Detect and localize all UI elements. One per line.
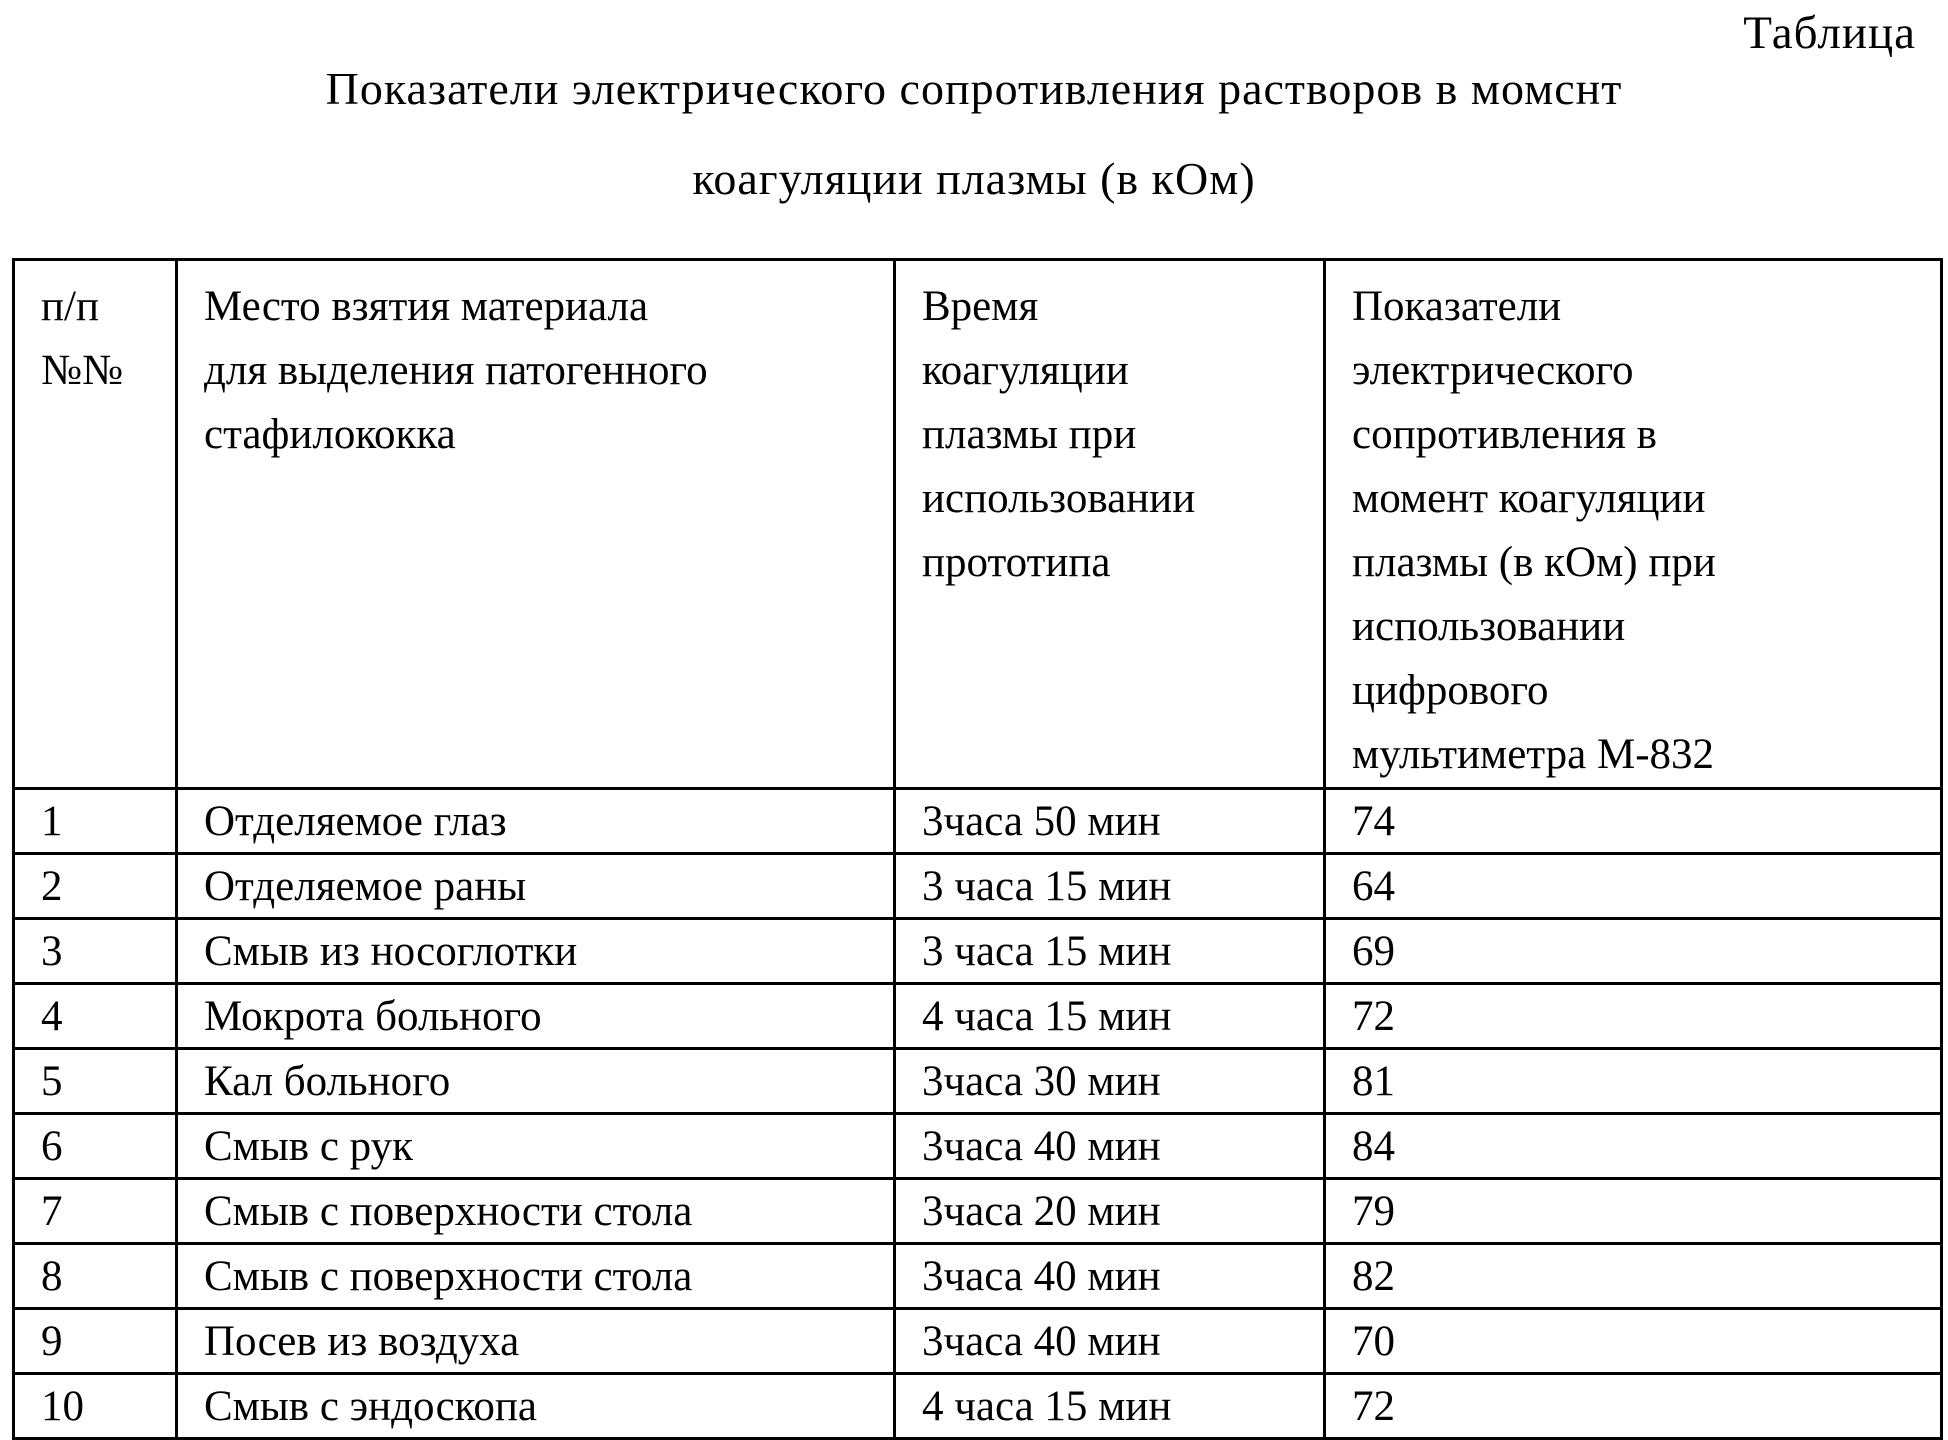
table-row bbox=[14, 919, 1942, 984]
table-row bbox=[14, 1244, 1942, 1309]
table-row bbox=[14, 1179, 1942, 1244]
time-cell: 3часа 30 мин bbox=[895, 1049, 1325, 1114]
place-cell: Смыв из носоглотки bbox=[177, 919, 895, 984]
value-cell: 64 bbox=[1325, 854, 1942, 919]
value-cell: 69 bbox=[1325, 919, 1942, 984]
time-cell: 3часа 20 мин bbox=[895, 1179, 1325, 1244]
table-row bbox=[14, 1114, 1942, 1179]
row-num-cell: 4 bbox=[14, 984, 177, 1049]
value-cell: 81 bbox=[1325, 1049, 1942, 1114]
place-cell: Смыв с рук bbox=[177, 1114, 895, 1179]
place-cell: Отделяемое глаз bbox=[177, 789, 895, 854]
time-cell: 3 часа 15 мин bbox=[895, 919, 1325, 984]
table-header-row bbox=[14, 260, 1942, 789]
table-row bbox=[14, 789, 1942, 854]
place-cell: Посев из воздуха bbox=[177, 1309, 895, 1374]
place-cell: Смыв с поверхности стола bbox=[177, 1179, 895, 1244]
value-cell: 72 bbox=[1325, 984, 1942, 1049]
time-cell: 3часа 50 мин bbox=[895, 789, 1325, 854]
row-num-cell: 2 bbox=[14, 854, 177, 919]
place-cell: Кал больного bbox=[177, 1049, 895, 1114]
header-time: Время коагуляции плазмы при использовании прототипа bbox=[895, 260, 1325, 789]
place-cell: Смыв с эндоскопа bbox=[177, 1374, 895, 1439]
row-num-cell: 10 bbox=[14, 1374, 177, 1439]
row-num-cell: 7 bbox=[14, 1179, 177, 1244]
value-cell: 79 bbox=[1325, 1179, 1942, 1244]
table-corner-label: Таблица bbox=[1743, 7, 1916, 59]
row-num-cell: 6 bbox=[14, 1114, 177, 1179]
row-num-cell: 5 bbox=[14, 1049, 177, 1114]
table-row bbox=[14, 1309, 1942, 1374]
row-num-cell: 8 bbox=[14, 1244, 177, 1309]
value-cell: 84 bbox=[1325, 1114, 1942, 1179]
header-place: Место взятия материала для выделения патогенного стафилококка bbox=[177, 260, 895, 789]
time-cell: 3часа 40 мин bbox=[895, 1309, 1325, 1374]
title-line-1: Показатели электрического сопротивления растворов в момснт bbox=[325, 63, 1623, 114]
title-line-2: коагуляции плазмы (в кОм) bbox=[692, 153, 1256, 204]
value-cell: 74 bbox=[1325, 789, 1942, 854]
row-num-cell: 1 bbox=[14, 789, 177, 854]
value-cell: 72 bbox=[1325, 1374, 1942, 1439]
table-row bbox=[14, 1374, 1942, 1439]
time-cell: 3часа 40 мин bbox=[895, 1114, 1325, 1179]
place-cell: Отделяемое раны bbox=[177, 854, 895, 919]
time-cell: 4 часа 15 мин bbox=[895, 1374, 1325, 1439]
row-num-cell: 3 bbox=[14, 919, 177, 984]
header-num: п/п №№ bbox=[14, 260, 177, 789]
value-cell: 82 bbox=[1325, 1244, 1942, 1309]
table-row bbox=[14, 984, 1942, 1049]
time-cell: 3 часа 15 мин bbox=[895, 854, 1325, 919]
value-cell: 70 bbox=[1325, 1309, 1942, 1374]
time-cell: 3часа 40 мин bbox=[895, 1244, 1325, 1309]
resistance-table bbox=[12, 258, 1943, 1440]
time-cell: 4 часа 15 мин bbox=[895, 984, 1325, 1049]
place-cell: Мокрота больного bbox=[177, 984, 895, 1049]
header-value: Показатели электрического сопротивления в момент коагуляции плазмы (в кОм) при использовании цифрового мультиметра М-832 bbox=[1325, 260, 1942, 789]
place-cell: Смыв с поверхности стола bbox=[177, 1244, 895, 1309]
table-row bbox=[14, 854, 1942, 919]
table-row bbox=[14, 1049, 1942, 1114]
row-num-cell: 9 bbox=[14, 1309, 177, 1374]
